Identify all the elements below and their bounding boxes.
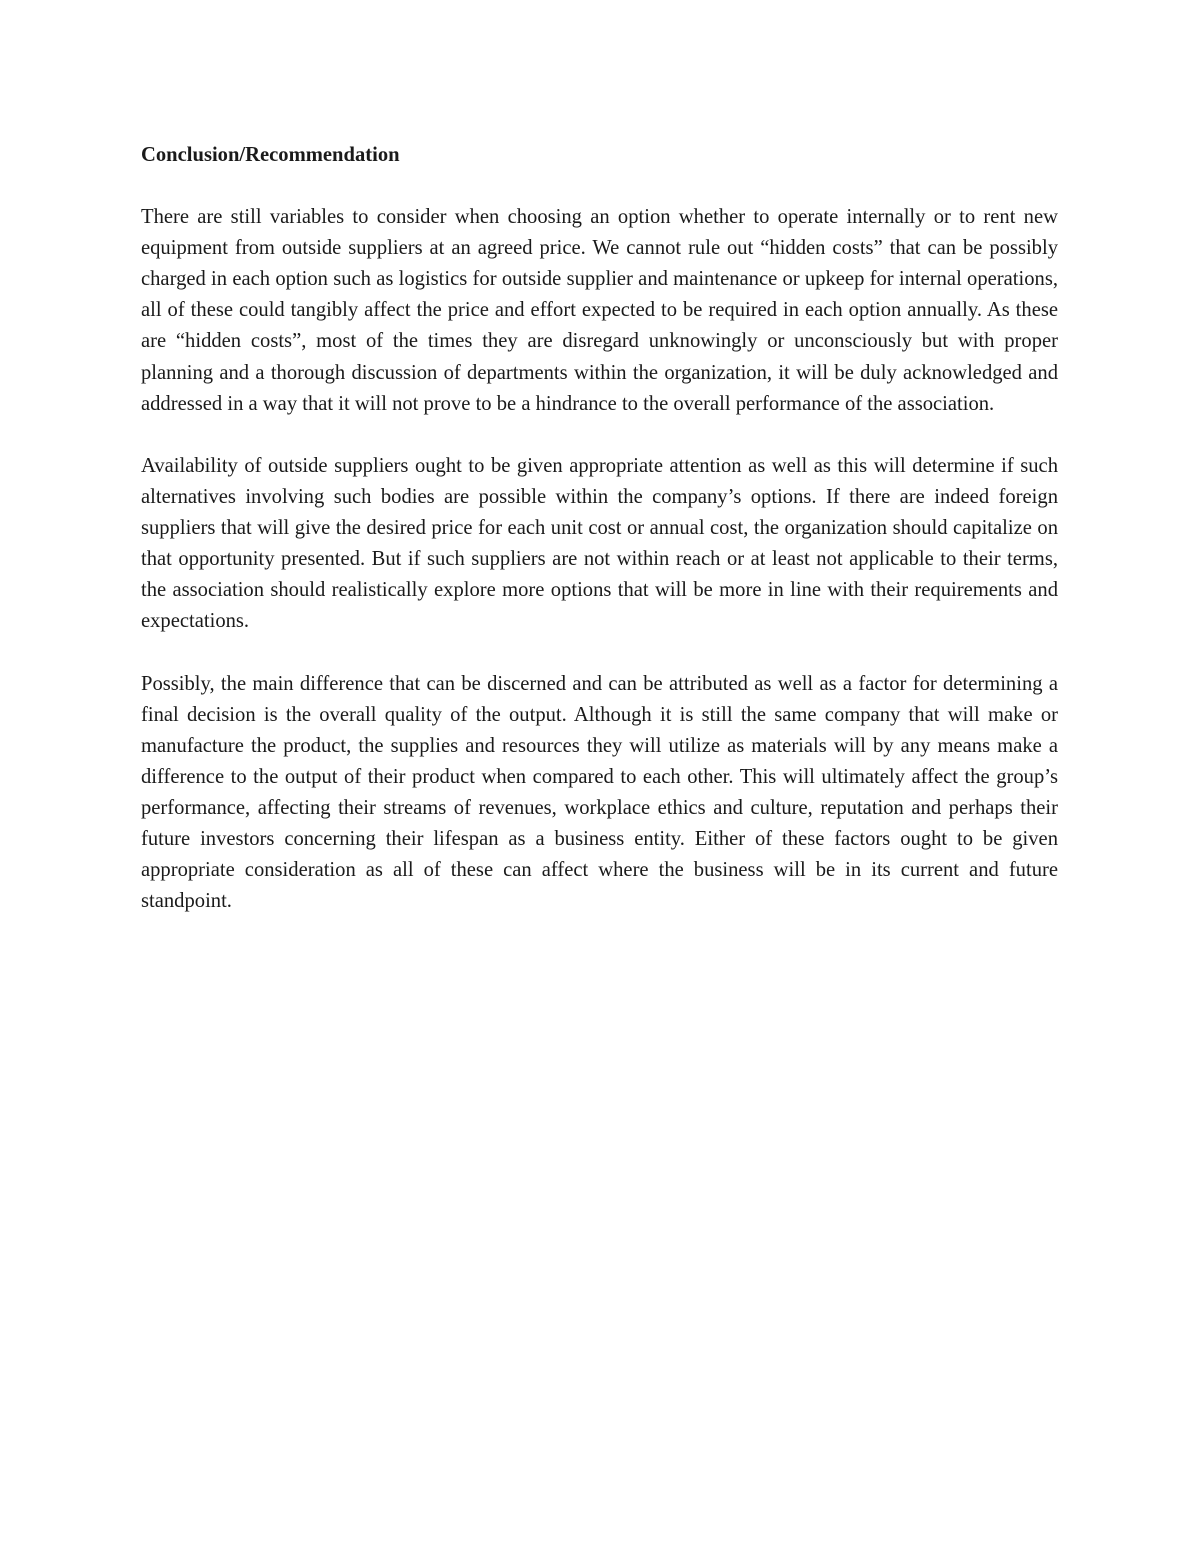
paragraph-hidden-costs: There are still variables to consider when choosing an option whether to operate internally or to rent new equipment from outside suppliers at an agreed price. We cannot rule out “hidden costs” that can be possibly charged in each option such as logistics for outside supplier and maintenance or upkeep for internal operations, all of these could tangibly affect the price and effort expected to be required in each option annually. As these are “hidden costs”, most of the times they are disregard unknowingly or unconsciously but with proper planning and a thorough discussion of departments within the organization, it will be duly acknowledged and addressed in a way that it will not prove to be a hindrance to the overall performance of the association. [141,206,1058,415]
paragraph-output-quality: Possibly, the main difference that can be discerned and can be attributed as well as a factor for determining a final decision is the overall quality of the output. Although it is still the same company that will make or manufacture the product, the supplies and resources they will utilize as materials will by any means make a difference to the output of their product when compared to each other. This will ultimately affect the group’s performance, affecting their streams of revenues, workplace ethics and culture, reputation and perhaps their future investors concerning their lifespan as a business entity. Either of these factors ought to be given appropriate consideration as all of these can affect where the business will be in its current and future standpoint. [141,672,1058,913]
document-body [141,140,1058,948]
paragraph-supplier-availability: Availability of outside suppliers ought to be given appropriate attention as well as this will determine if such alternatives involving such bodies are possible within the company’s options. If there are indeed foreign suppliers that will give the desired price for each unit cost or annual cost, the organization should capitalize on that opportunity presented. But if such suppliers are not within reach or at least not applicable to their terms, the association should realistically explore more options that will be more in line with their requirements and expectations. [141,454,1058,633]
section-heading: Conclusion/Recommendation [141,144,400,166]
